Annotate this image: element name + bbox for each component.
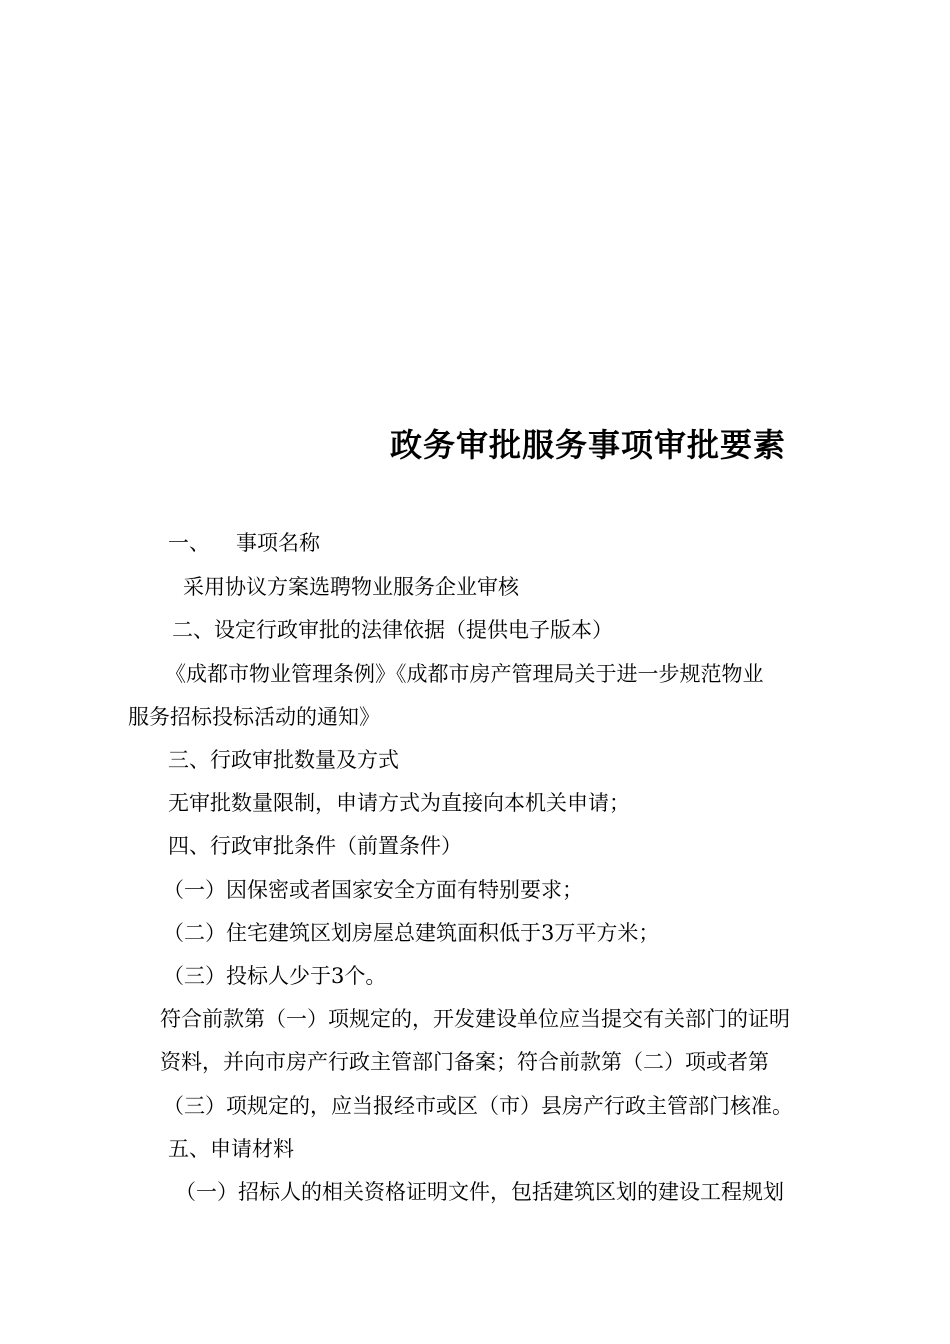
section-3-heading: 三、行政审批数量及方式	[168, 748, 399, 772]
section-3-body: 无审批数量限制，申请方式为直接向本机关申请；	[168, 791, 630, 815]
section-4-item-2: （二）住宅建筑区划房屋总建筑面积低于3万平方米；	[163, 921, 660, 945]
section-1-body: 采用协议方案选聘物业服务企业审核	[183, 575, 519, 599]
document-title: 政务审批服务事项审批要素	[390, 426, 787, 464]
section-4-note-line-2: 资料，并向市房产行政主管部门备案；符合前款第（二）项或者第	[160, 1050, 769, 1074]
section-5-heading: 五、申请材料	[168, 1137, 294, 1161]
section-4-item-1: （一）因保密或者国家安全方面有特别要求；	[163, 878, 583, 902]
section-1-title: 事项名称	[236, 531, 320, 555]
section-2-heading: 二、设定行政审批的法律依据（提供电子版本）	[172, 618, 613, 642]
section-4-note-line-1: 符合前款第（一）项规定的，开发建设单位应当提交有关部门的证明	[160, 1007, 790, 1031]
section-4-note-line-3: （三）项规定的，应当报经市或区（市）县房产行政主管部门核准。	[163, 1094, 793, 1118]
section-1-number: 一、	[168, 531, 210, 555]
section-2-body-line-1: 《成都市物业管理条例》《成都市房产管理局关于进一步规范物业	[165, 662, 764, 686]
section-2-body-line-2: 服务招标投标活动的通知》	[128, 705, 380, 729]
section-4-heading: 四、行政审批条件（前置条件）	[168, 834, 462, 858]
section-5-item-1: （一）招标人的相关资格证明文件，包括建筑区划的建设工程规划	[175, 1180, 784, 1204]
section-4-item-3: （三）投标人少于3个。	[163, 964, 387, 988]
section-1-heading	[168, 530, 320, 556]
